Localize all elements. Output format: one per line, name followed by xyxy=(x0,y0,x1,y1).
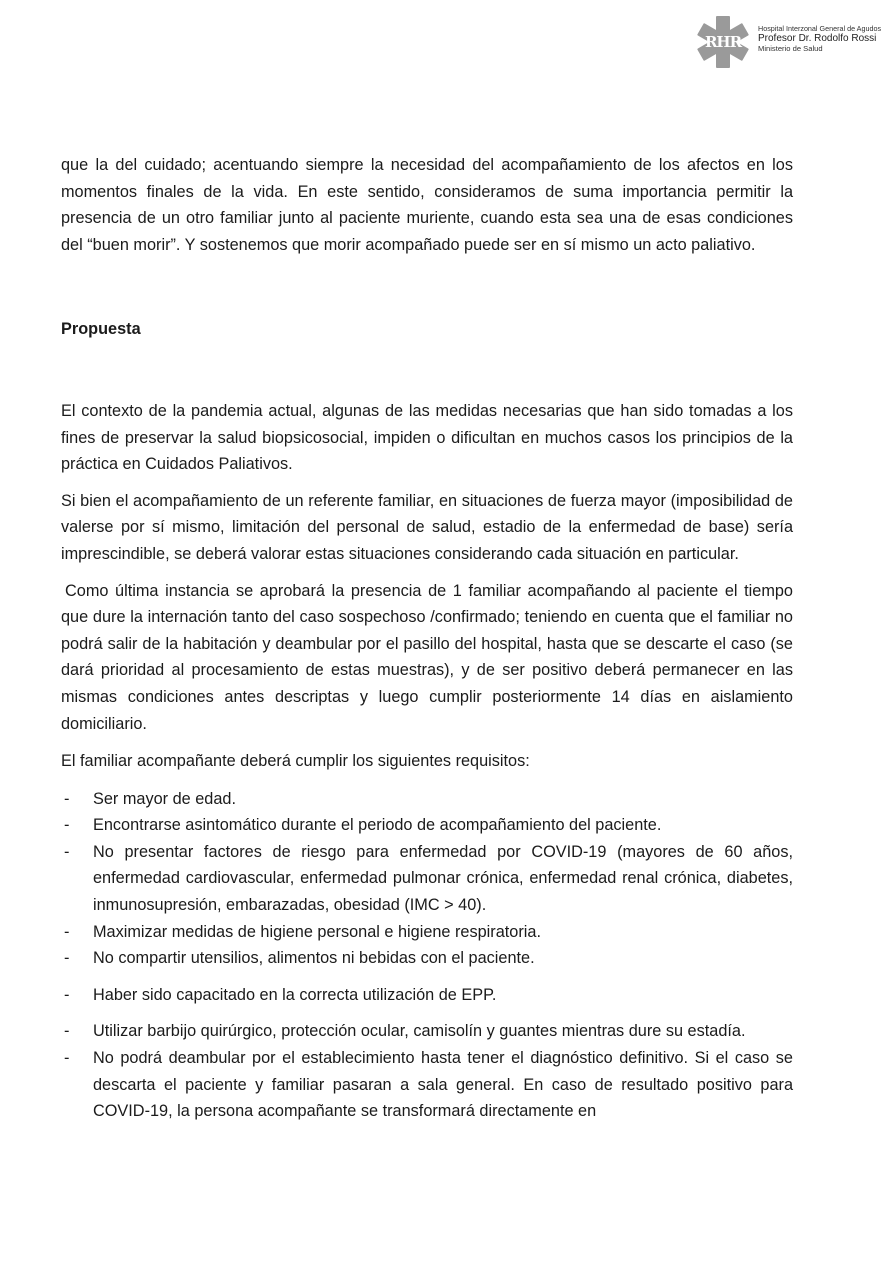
list-item xyxy=(61,919,793,946)
hospital-name-block xyxy=(758,25,881,54)
list-item xyxy=(61,982,793,1009)
bullet-dash: - xyxy=(64,1022,70,1041)
list-item xyxy=(61,839,793,919)
accompaniment-paragraph: Si bien el acompañamiento de un referente familiar, en situaciones de fuerza mayor (imposibilidad de valerse por sí mismo, limitación del personal de salud, estadio de la enfermedad de base) sería imprescindible, se deberá valorar estas situaciones considerando cada situación en particular. xyxy=(61,491,793,563)
list-item-text: Maximizar medidas de higiene personal e higiene respiratoria. xyxy=(93,922,541,941)
hospital-line-1: Hospital Interzonal General de Agudos xyxy=(758,24,882,33)
document-body xyxy=(61,152,793,1125)
requirements-list xyxy=(61,786,793,1125)
requirements-intro: El familiar acompañante deberá cumplir los siguientes requisitos: xyxy=(61,752,530,771)
bullet-dash: - xyxy=(64,922,70,941)
bullet-dash: - xyxy=(64,949,70,968)
list-item xyxy=(61,1045,793,1125)
list-item xyxy=(61,786,793,813)
star-of-life-icon xyxy=(694,13,752,71)
bullet-dash: - xyxy=(64,816,70,835)
hospital-line-2: Profesor Dr. Rodolfo Rossi xyxy=(758,33,877,45)
list-item-text: No compartir utensilios, alimentos ni bebidas con el paciente. xyxy=(93,949,535,968)
hospital-header xyxy=(694,13,890,73)
list-item-text: No podrá deambular por el establecimiento hasta tener el diagnóstico definitivo. Si el caso se descarta el paciente y familiar pasaran a sala general. En caso de resultado positivo para COVID-19, la persona acompañante se transformará directamente en xyxy=(93,1049,793,1121)
bullet-dash: - xyxy=(64,842,70,861)
bullet-dash: - xyxy=(64,985,70,1004)
hospital-line-3: Ministerio de Salud xyxy=(758,43,823,53)
list-item-text: Encontrarse asintomático durante el periodo de acompañamiento del paciente. xyxy=(93,816,662,835)
list-item-text: Ser mayor de edad. xyxy=(93,789,236,808)
list-item-text: Utilizar barbijo quirúrgico, protección ocular, camisolín y guantes mientras dure su estadía. xyxy=(93,1022,746,1041)
section-title: Propuesta xyxy=(61,320,141,339)
list-item xyxy=(61,812,793,839)
list-item-text: No presentar factores de riesgo para enfermedad por COVID-19 (mayores de 60 años, enfermedad cardiovascular, enfermedad pulmonar crónica, enfermedad renal crónica, diabetes, inmunosupresión, embarazadas, obesidad (IMC > 40). xyxy=(93,842,793,915)
list-item-text: Haber sido capacitado en la correcta utilización de EPP. xyxy=(93,985,497,1004)
list-item xyxy=(61,1018,793,1045)
bullet-dash: - xyxy=(64,789,70,808)
context-paragraph: El contexto de la pandemia actual, algunas de las medidas necesarias que han sido tomadas a los fines de preservar la salud biopsicosocial, impiden o dificultan en muchos casos los principios de la práctica en Cuidados Paliativos. xyxy=(61,401,793,474)
approval-paragraph: Como última instancia se aprobará la presencia de 1 familiar acompañando al paciente el tiempo que dure la internación tanto del caso sospechoso /confirmado; teniendo en cuenta que el familiar no podrá salir de la habitación y deambular por el pasillo del hospital, hasta que se descarte el caso (se dará prioridad al procesamiento de estas muestras), y de ser positivo deberá permanecer en las mismas condiciones antes descriptas y luego cumplir posteriormente 14 días en aislamiento domiciliario. xyxy=(61,581,793,733)
list-item xyxy=(61,945,793,972)
bullet-dash: - xyxy=(64,1049,70,1068)
intro-paragraph: que la del cuidado; acentuando siempre la necesidad del acompañamiento de los afectos en los momentos finales de la vida. En este sentido, consideramos de suma importancia permitir la presencia de un otro familiar junto al paciente muriente, cuando esta sea una de esas condiciones del “buen morir”. Y sostenemos que morir acompañado puede ser en sí mismo un acto paliativo. xyxy=(61,156,793,254)
logo-text: RHR xyxy=(704,33,742,51)
